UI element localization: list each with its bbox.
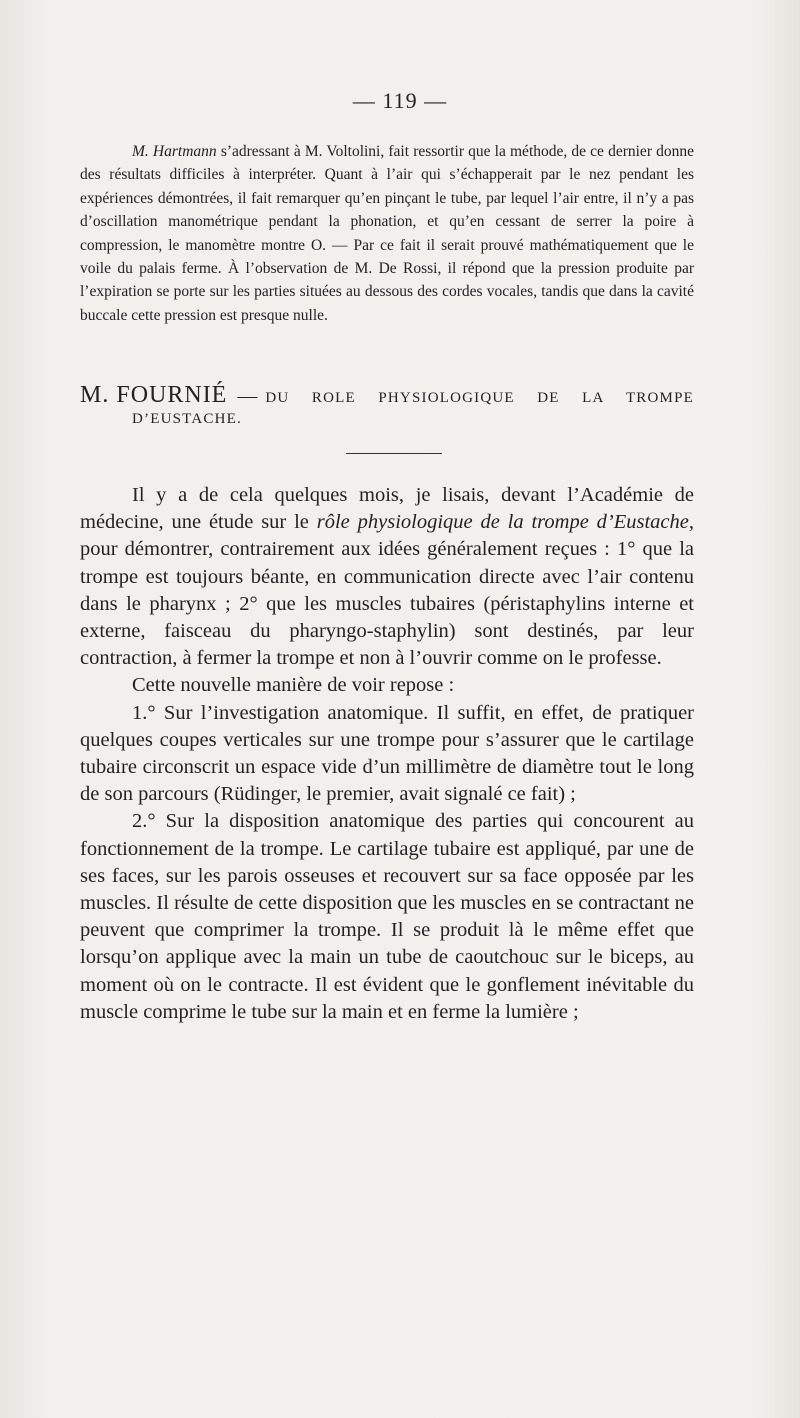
intro-paragraph <box>80 140 694 327</box>
intro-body: s’adressant à M. Voltolini, fait ressortir que la méthode, de ce dernier donne des résultats difficiles à interpréter. Quant à l’air qui s’échapperait par le nez pendant les expériences démontrées, il fait remarquer qu’en pinçant le tube, par lequel l’air entre, il n’y a pas d’oscillation manométrique pendant la phonation, et qu’en cessant de serrer la poire à compression, le manomètre montre O. — Par ce fait il serait prouvé mathématiquement que le voile du palais ferme. À l’observation de M. De Rossi, il répond que la pression produite par l’expiration se porte sur les parties situées au dessous des cordes vocales, tandis que dans la cavité buccale cette pression est presque nulle. <box>80 143 695 324</box>
heading-dash: — <box>237 385 258 407</box>
heading-row <box>80 382 694 409</box>
paragraph-2: Cette nouvelle manière de voir repose : <box>132 674 455 697</box>
page-number: — 119 — <box>352 88 448 113</box>
section-divider <box>346 453 442 454</box>
speaker-name: M. Hartmann <box>132 143 217 160</box>
p1-text-a: Il y a de cela quelques mois, je lisais, devant l’Académie de médecine, une étude sur le <box>80 484 694 534</box>
section-title-line2: D’EUSTACHE. <box>132 411 242 427</box>
intro-text <box>80 140 694 327</box>
paragraph-1 <box>80 482 694 672</box>
article-body <box>80 482 694 1026</box>
p1-text-b: , pour démontrer, contrairement aux idées généralement reçues : 1° que la trompe est toujours béante, en communication directe avec l’air contenu dans le pharynx ; 2° que les muscles tubaires (péristaphylins interne et externe, faisceau du pharyngo-staphylin) sont destinés, par leur contraction, à fermer la trompe et non à l’ouvrir comme on le professe. <box>80 511 694 670</box>
section-heading <box>80 382 694 428</box>
section-title-line1: DU ROLE PHYSIOLOGIQUE DE LA TROMPE <box>265 390 694 406</box>
author-name: M. FOURNIÉ <box>80 382 228 408</box>
paragraph-4: 2.° Sur la disposition anatomique des parties qui concourent au fonctionnement de la trompe. Le cartilage tubaire est appliqué, par une de ses faces, sur les parois osseuses et recouvert sur sa face opposée par les muscles. Il résulte de cette disposition que les muscles en se contractant ne peuvent que comprimer la trompe. Il se produit là le même effet que lorsqu’on applique avec la main un tube de caoutchouc sur le biceps, au moment où on le contracte. Il est évident que le gonflement inévitable du muscle comprime le tube sur la main et en ferme la lumière ; <box>80 810 694 1023</box>
p1-italic-title: rôle physiologique de la trompe d’Eustache <box>316 511 689 534</box>
paragraph-3: 1.° Sur l’investigation anatomique. Il suffit, en effet, de pratiquer quelques coupes verticales sur une trompe pour s’assurer que le cartilage tubaire circonscrit un espace vide d’un millimètre de diamètre tout le long de son parcours (Rüdinger, le premier, avait signalé ce fait) ; <box>80 701 694 806</box>
